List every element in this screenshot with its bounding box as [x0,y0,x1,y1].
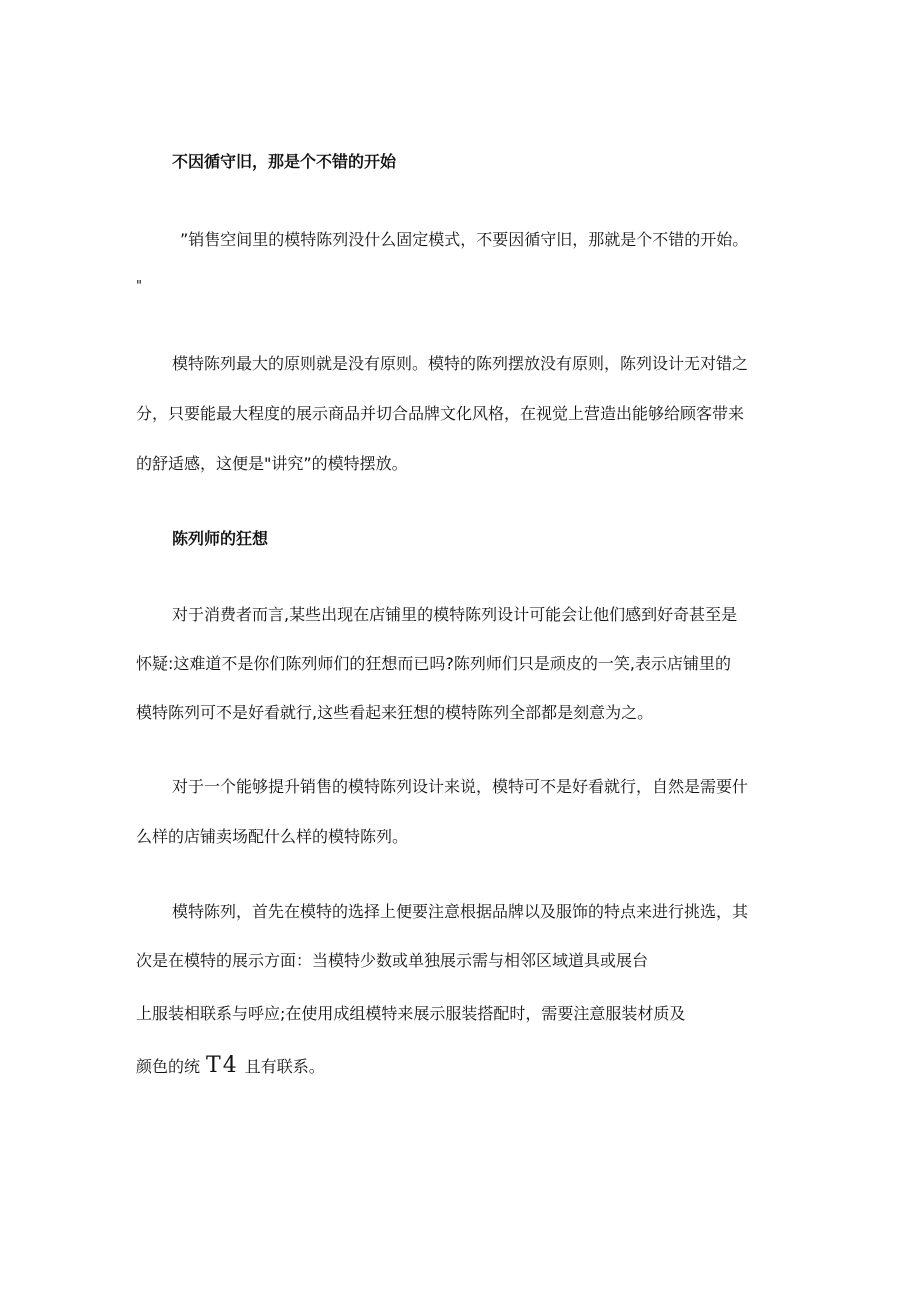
paragraph-2-line-2: 怀疑:这难道不是你们陈列师们的狂想而已吗?陈列师们只是顽皮的一笑,表示店铺里的 [136,654,731,673]
paragraph-2-line-1: 对于消费者而言,某些出现在店铺里的模特陈列设计可能会让他们感到好奇甚至是 [172,605,738,624]
paragraph-3-line-1: 对于一个能够提升销售的模特陈列设计来说，模特可不是好看就行，自然是需要什 [172,777,749,796]
last-line-before: 颜色的统 [136,1057,201,1076]
paragraph-4-line-3: 上服装相联系与呼应;在使用成组模特来展示服装搭配时，需要注意服装材质及 [136,1004,686,1023]
paragraph-4-line-1: 模特陈列，首先在模特的选择上便要注意根据品牌以及服饰的特点来进行挑选，其 [172,902,749,921]
paragraph-1-line-2: 分，只要能最大程度的展示商品并切合品牌文化风格，在视觉上营造出能够给顾客带来 [136,404,745,423]
t4-mark: T4 [206,1053,239,1078]
paragraph-1-line-3: 的舒适感，这便是"讲究”的模特摆放。 [136,454,408,473]
paragraph-4-line-2: 次是在模特的展示方面：当模特少数或单独展示需与相邻区域道具或展台 [136,951,649,970]
quote-end-mark: " [136,279,142,294]
paragraph-3-line-2: 么样的店铺卖场配什么样的模特陈列。 [136,827,409,846]
paragraph-1-line-1: 模特陈列最大的原则就是没有原则。模特的陈列摆放没有原则，陈列设计无对错之 [172,354,749,373]
last-line-after: 且有联系。 [244,1057,325,1076]
quote-line: ”销售空间里的模特陈列没什么固定模式，不要因循守旧，那就是个不错的开始。 [180,230,749,249]
heading-1: 不因循守旧，那是个不错的开始 [172,152,397,171]
paragraph-4-line-4 [136,1055,325,1078]
heading-2: 陈列师的狂想 [172,529,269,548]
paragraph-2-line-3: 模特陈列可不是好看就行,这些看起来狂想的模特陈列全部都是刻意为之。 [136,703,654,722]
